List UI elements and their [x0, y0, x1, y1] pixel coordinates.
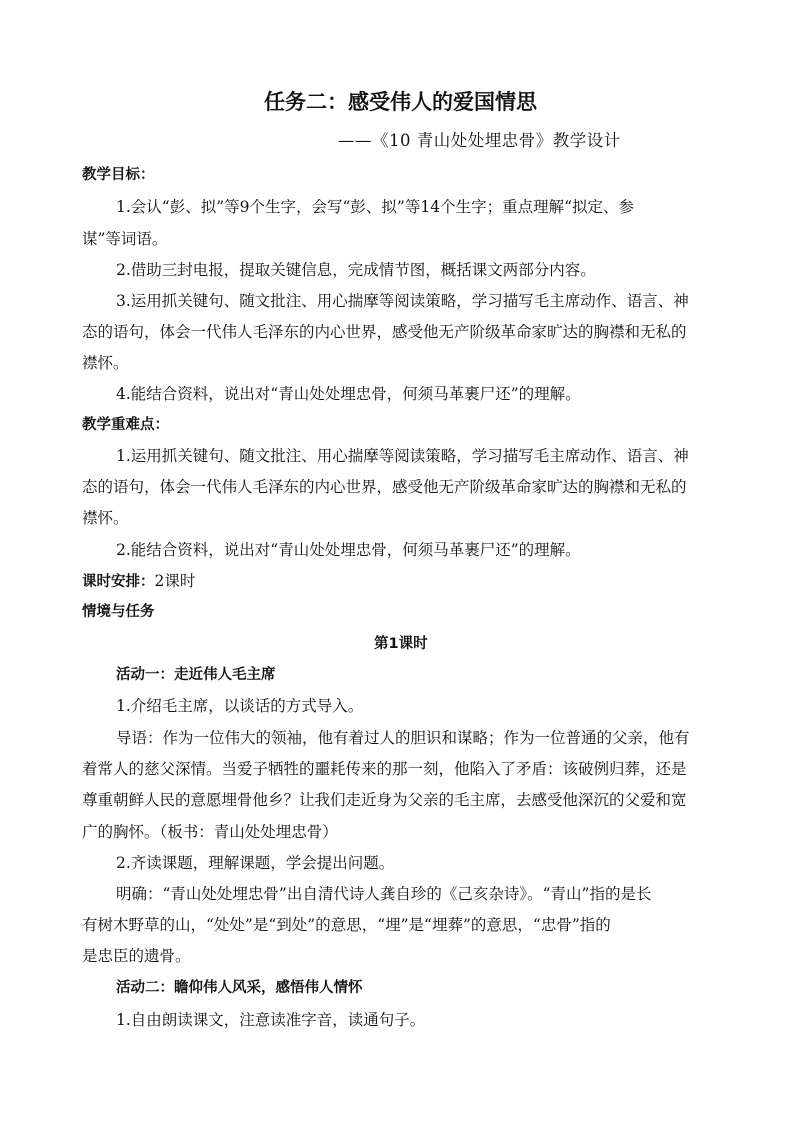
activity1-line: 有树木野草的山，“处处”是“到处”的意思，“埋”是“埋葬”的意思，“忠骨”指的 — [82, 916, 611, 934]
document-subtitle: ——《10 青山处处埋忠骨》教学设计 — [338, 131, 621, 150]
key-point-line: 1.运用抓关键句、随文批注、用心揣摩等阅读策略，学习描写毛主席动作、语言、神 — [116, 447, 689, 465]
activity1-line: 2.齐读课题，理解课题，学会提出问题。 — [116, 854, 395, 872]
activity1-line: 明确：“青山处处埋忠骨”出自清代诗人龚自珍的《己亥杂诗》。“青山”指的是长 — [116, 885, 652, 903]
key-points-heading: 教学重难点： — [82, 417, 169, 433]
activity1-line: 着常人的慈父深情。当爱子牺牲的噩耗传来的那一刻，他陷入了矛盾：该破例归葬，还是 — [82, 760, 687, 778]
schedule-line — [82, 570, 195, 593]
goal-line: 1.会认“彭、拟”等9个生字，会写“彭、拟”等14个生字；重点理解“拟定、参 — [116, 198, 634, 216]
key-point-line: 襟怀。 — [82, 509, 129, 527]
activity1-line: 是忠臣的遗骨。 — [82, 947, 191, 965]
activity1-line: 导语：作为一位伟大的领袖，他有着过人的胆识和谋略；作为一位普通的父亲，他有 — [116, 729, 690, 747]
document-title: 任务二：感受伟人的爱国情思 — [264, 90, 537, 114]
activity1-line: 广的胸怀。（板书：青山处处埋忠骨） — [82, 823, 338, 841]
goal-line: 3.运用抓关键句、随文批注、用心揣摩等阅读策略，学习描写毛主席动作、语言、神 — [116, 292, 689, 310]
key-point-line: 态的语句，体会一代伟人毛泽东的内心世界，感受他无产阶级革命家旷达的胸襟和无私的 — [82, 478, 687, 496]
activity1-line: 1.介绍毛主席，以谈话的方式导入。 — [116, 697, 364, 715]
activity2-line: 1.自由朗读课文，注意读准字音，读通句子。 — [116, 1011, 426, 1029]
activity1-line: 尊重朝鲜人民的意愿埋骨他乡？让我们走近身为父亲的毛主席，去感受他深沉的父爱和宽 — [82, 791, 687, 809]
goal-line: 襟怀。 — [82, 354, 129, 372]
activity2-heading: 活动二：瞻仰伟人风采，感悟伟人情怀 — [116, 980, 363, 996]
goal-line: 态的语句，体会一代伟人毛泽东的内心世界，感受他无产阶级革命家旷达的胸襟和无私的 — [82, 323, 687, 341]
lesson1-heading: 第1课时 — [374, 636, 428, 652]
schedule-label: 课时安排： — [82, 574, 155, 590]
activity1-heading: 活动一：走近伟人毛主席 — [116, 667, 276, 683]
goal-line: 谋”等词语。 — [82, 230, 168, 248]
goal-line: 2.借助三封电报，提取关键信息，完成情节图，概括课文两部分内容。 — [116, 261, 596, 279]
key-point-line: 2.能结合资料，说出对“青山处处埋忠骨，何须马革裹尸还”的理解。 — [116, 541, 581, 559]
goals-heading: 教学目标： — [82, 167, 155, 183]
schedule-value: 2课时 — [154, 572, 196, 590]
goal-line: 4.能结合资料，说出对“青山处处埋忠骨，何须马革裹尸还”的理解。 — [116, 385, 581, 403]
context-heading: 情境与任务 — [82, 604, 155, 620]
